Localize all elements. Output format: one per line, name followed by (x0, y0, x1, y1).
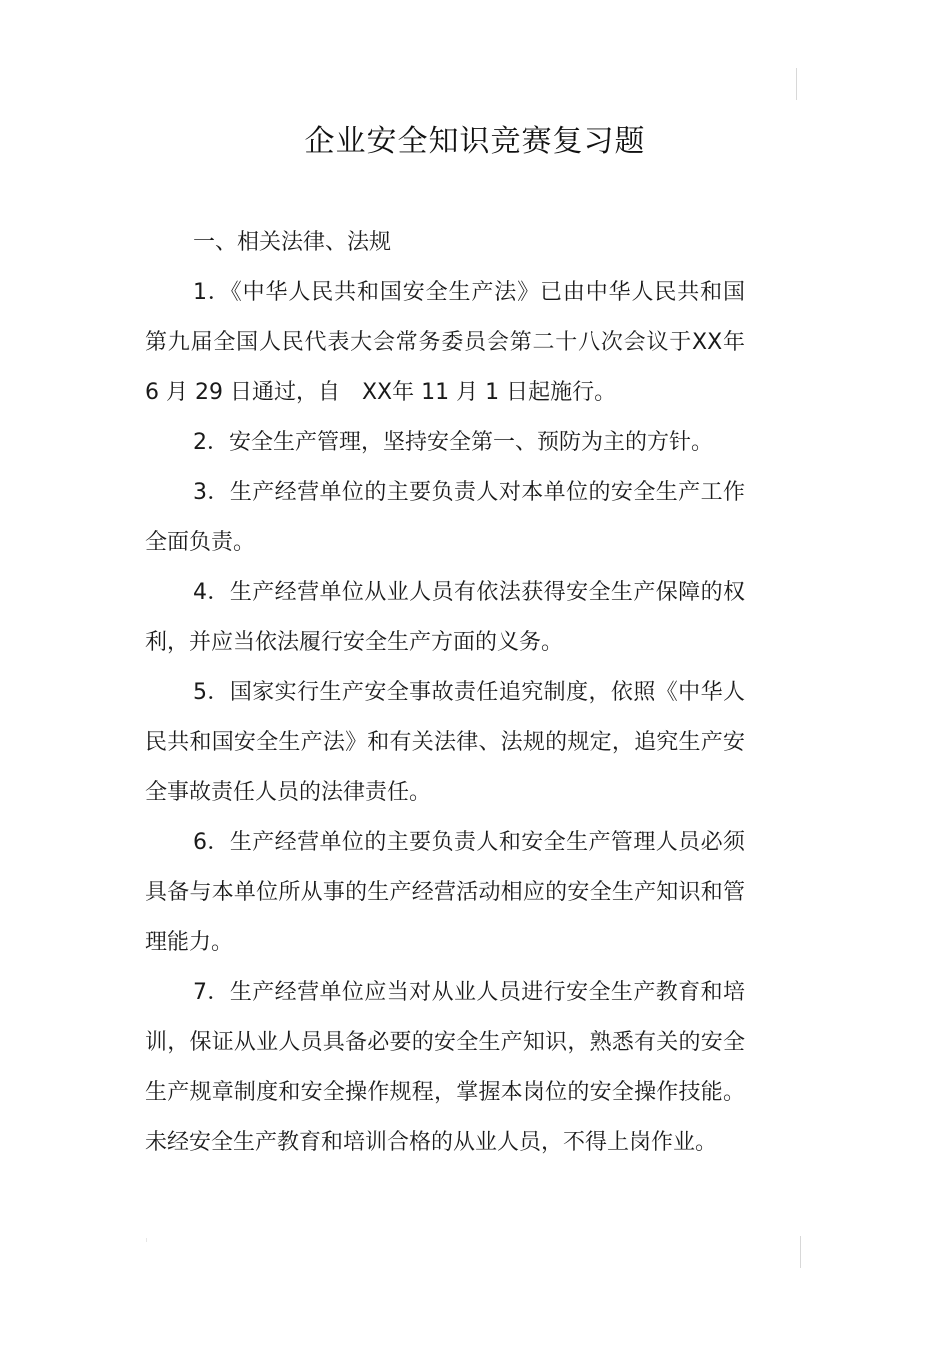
paragraph-item-1: 1．《中华人民共和国安全生产法》已由中华人民共和国第九届全国人民代表大会常务委员会第二十八次会议于XX年 6 月 29 日通过，自 XX年 11 月 1 日起施行。 (145, 280, 745, 405)
page-edge-mark (800, 1236, 801, 1268)
paragraph-item-6: 6．生产经营单位的主要负责人和安全生产管理人员必须具备与本单位所从事的生产经营活动相应的安全生产知识和管理能力。 (145, 830, 745, 955)
paragraph-item-5: 5．国家实行生产安全事故责任追究制度，依照《中华人民共和国安全生产法》和有关法律、法规的规定，追究生产安全事故责任人员的法律责任。 (145, 680, 745, 805)
page-edge-mark (146, 1238, 147, 1242)
paragraph-item-3: 3．生产经营单位的主要负责人对本单位的安全生产工作全面负责。 (145, 480, 745, 555)
paragraph-item-7: 7．生产经营单位应当对从业人员进行安全生产教育和培训，保证从业人员具备必要的安全生产知识，熟悉有关的安全生产规章制度和安全操作规程，掌握本岗位的安全操作技能。未经安全生产教育和培训合格的从业人员，不得上岗作业。 (145, 980, 745, 1155)
document-title: 企业安全知识竞赛复习题 (304, 124, 646, 159)
paragraph-item-2: 2．安全生产管理，坚持安全第一、预防为主的方针。 (193, 430, 713, 455)
page-edge-mark (796, 68, 797, 100)
document-body (145, 218, 745, 1168)
paragraph-item-4: 4．生产经营单位从业人员有依法获得安全生产保障的权利，并应当依法履行安全生产方面的义务。 (145, 580, 745, 655)
section-heading: 一、相关法律、法规 (193, 230, 392, 255)
